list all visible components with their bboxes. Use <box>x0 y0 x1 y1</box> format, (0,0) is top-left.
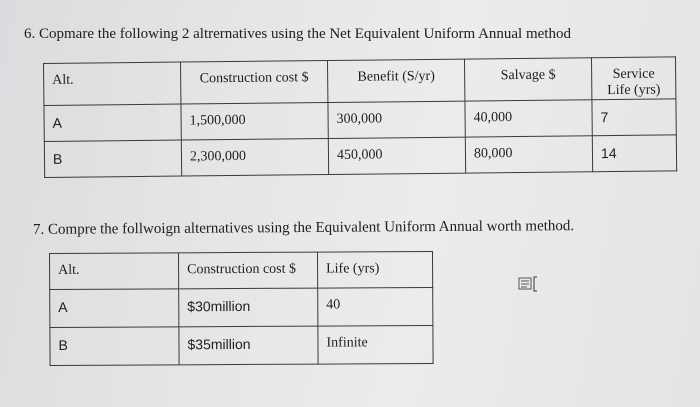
cell-service-life: 14 <box>592 135 676 172</box>
question-7-table <box>49 251 434 366</box>
header-alt: Alt. <box>44 62 181 105</box>
cell-alt: A <box>50 289 179 328</box>
header-alt: Alt. <box>50 253 179 290</box>
header-benefit: Benefit (S/yr) <box>327 59 464 102</box>
cell-construction-cost: 2,300,000 <box>181 139 328 177</box>
table-row <box>50 325 433 365</box>
cell-benefit: 450,000 <box>328 137 465 174</box>
cell-service-life: 7 <box>592 99 676 136</box>
cell-life: Infinite <box>318 325 433 364</box>
header-life: Life (yrs) <box>317 251 432 288</box>
question-6-table <box>43 56 677 178</box>
cell-alt: B <box>44 140 181 177</box>
cell-life: 40 <box>318 287 433 326</box>
header-service-life: Service Life (yrs) <box>591 57 675 100</box>
cell-construction-cost: 1,500,000 <box>181 103 328 141</box>
document-scan-icon[interactable] <box>518 276 544 292</box>
cell-construction-cost: $30million <box>179 288 318 327</box>
table-row <box>44 135 676 178</box>
question-7-title: 7. Compre the follwoign alternatives using the Equivalent Uniform Annual worth method. <box>32 218 575 238</box>
header-construction-cost: Construction cost $ <box>180 61 327 105</box>
question-6-title: 6. Copmare the following 2 altrernatives using the Net Equivalent Uniform Annual method <box>24 26 571 42</box>
table-header-row <box>50 251 433 289</box>
cell-construction-cost: $35million <box>179 326 318 365</box>
table-row <box>50 287 433 327</box>
cell-salvage: 80,000 <box>465 136 592 173</box>
table-header-row <box>44 57 676 106</box>
cell-benefit: 300,000 <box>328 101 465 138</box>
header-salvage: Salvage $ <box>464 58 591 101</box>
cell-alt: B <box>50 327 179 366</box>
cell-salvage: 40,000 <box>465 100 592 137</box>
header-construction-cost: Construction cost $ <box>179 252 318 289</box>
cell-alt: A <box>44 104 181 141</box>
